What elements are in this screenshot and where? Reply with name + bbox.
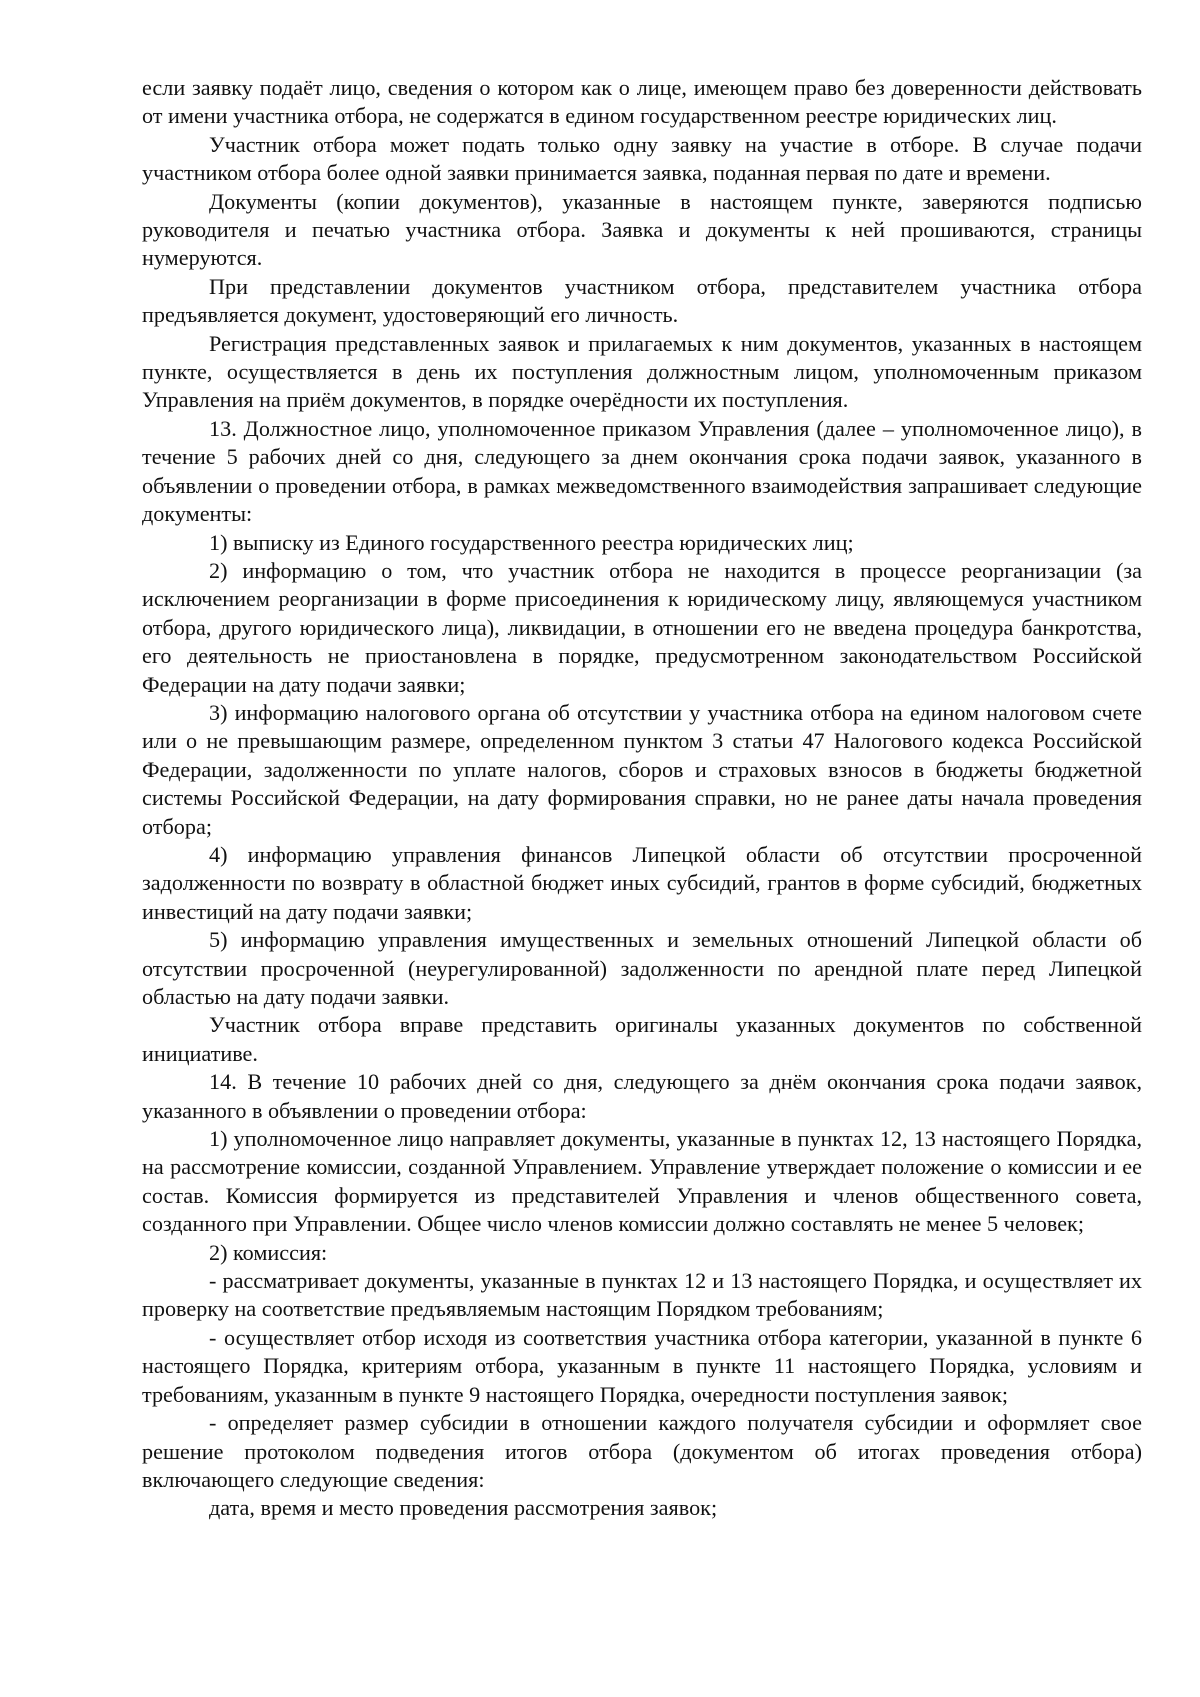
paragraph-continuation: если заявку подаёт лицо, сведения о котором как о лице, имеющем право без доверенности действовать от имени участника отбора, не содержатся в едином государственном реестре юридических лиц. [142, 75, 1142, 129]
paragraph-identity-document: При представлении документов участником отбора, представителем участника отбора предъявляется документ, удостоверяющий его личность. [142, 273, 1142, 328]
paragraph-single-application: Участник отбора может подать только одну заявку на участие в отборе. В случае подачи участником отбора более одной заявки принимается заявка, поданная первая по дате и времени. [142, 131, 1142, 186]
dash-item-review: - рассматривает документы, указанные в пунктах 12 и 13 настоящего Порядка, и осуществляет их проверку на соответствие предъявляемым настоящим Порядком требованиям; [142, 1268, 1142, 1322]
paragraph-originals-right: Участник отбора вправе представить оригиналы указанных документов по собственной инициативе. [142, 1012, 1142, 1066]
paragraph-registration: Регистрация представленных заявок и прилагаемых к ним документов, указанных в настоящем пункте, осуществляется в день их поступления должностным лицом, уполномоченным приказом Управления на приём документов, в порядке очерёдности их поступления. [142, 330, 1142, 413]
document-body [142, 74, 1142, 1523]
paragraph-section-14: 14. В течение 10 рабочих дней со дня, следующего за днём окончания срока подачи заявок, указанного в объявлении о проведении отбора: [142, 1069, 1142, 1123]
list-item-13-5: 5) информацию управления имущественных и земельных отношений Липецкой области об отсутствии просроченной (неурегулированной) задолженности по арендной плате перед Липецкой областью на дату подачи заявки. [142, 927, 1142, 1009]
list-item-13-2: 2) информацию о том, что участник отбора не находится в процессе реорганизации (за исключением реорганизации в форме присоединения к юридическому лицу, являющемуся участником отбора, другого юридического лица), ликвидации, в отношении его не введена процедура банкротства, его деятельность не приостановлена в порядке, предусмотренном законодательством Российской Федерации на дату подачи заявки; [142, 557, 1142, 697]
dash-item-selection: - осуществляет отбор исходя из соответствия участника отбора категории, указанной в пункте 6 настоящего Порядка, критериям отбора, указанным в пункте 11 настоящего Порядка, условиям и требованиям, указанным в пункте 9 настоящего Порядка, очередности поступления заявок; [142, 1324, 1142, 1407]
paragraph-document-certification: Документы (копии документов), указанные в настоящем пункте, заверяются подписью руководителя и печатью участника отбора. Заявка и документы к ней прошиваются, страницы нумеруются. [142, 188, 1142, 271]
list-item-13-1: 1) выписку из Единого государственного реестра юридических лиц; [209, 529, 854, 555]
paragraph-section-13: 13. Должностное лицо, уполномоченное приказом Управления (далее – уполномоченное лицо), в течение 5 рабочих дней со дня, следующего за днем окончания срока подачи заявок, указанного в объявлении о проведении отбора, в рамках межведомственного взаимодействия запрашивает следующие документы: [142, 415, 1142, 527]
dash-item-subsidy-size: - определяет размер субсидии в отношении каждого получателя субсидии и оформляет свое решение протоколом подведения итогов отбора (документом об итогах проведения отбора) включающего следующие сведения: [142, 1410, 1142, 1492]
list-item-14-2: 2) комиссия: [209, 1239, 328, 1265]
list-item-13-4: 4) информацию управления финансов Липецкой области об отсутствии просроченной задолженности по возврату в областной бюджет иных субсидий, грантов в форме субсидий, бюджетных инвестиций на дату подачи заявки; [142, 841, 1142, 924]
list-item-13-3: 3) информацию налогового органа об отсутствии у участника отбора на едином налоговом счете или о не превышающим размере, определенном пунктом 3 статьи 47 Налогового кодекса Российской Федерации, задолженности по уплате налогов, сборов и страховых взносов в бюджеты бюджетной системы Российской Федерации, на дату формирования справки, но не ранее даты начала проведения отбора; [142, 699, 1142, 839]
paragraph-protocol-date: дата, время и место проведения рассмотрения заявок; [209, 1495, 718, 1521]
list-item-14-1: 1) уполномоченное лицо направляет документы, указанные в пунктах 12, 13 настоящего Порядка, на рассмотрение комиссии, созданной Управлением. Управление утверждает положение о комиссии и ее состав. Комиссия формируется из представителей Управления и членов общественного совета, созданного при Управлении. Общее число членов комиссии должно составлять не менее 5 человек; [142, 1126, 1142, 1237]
